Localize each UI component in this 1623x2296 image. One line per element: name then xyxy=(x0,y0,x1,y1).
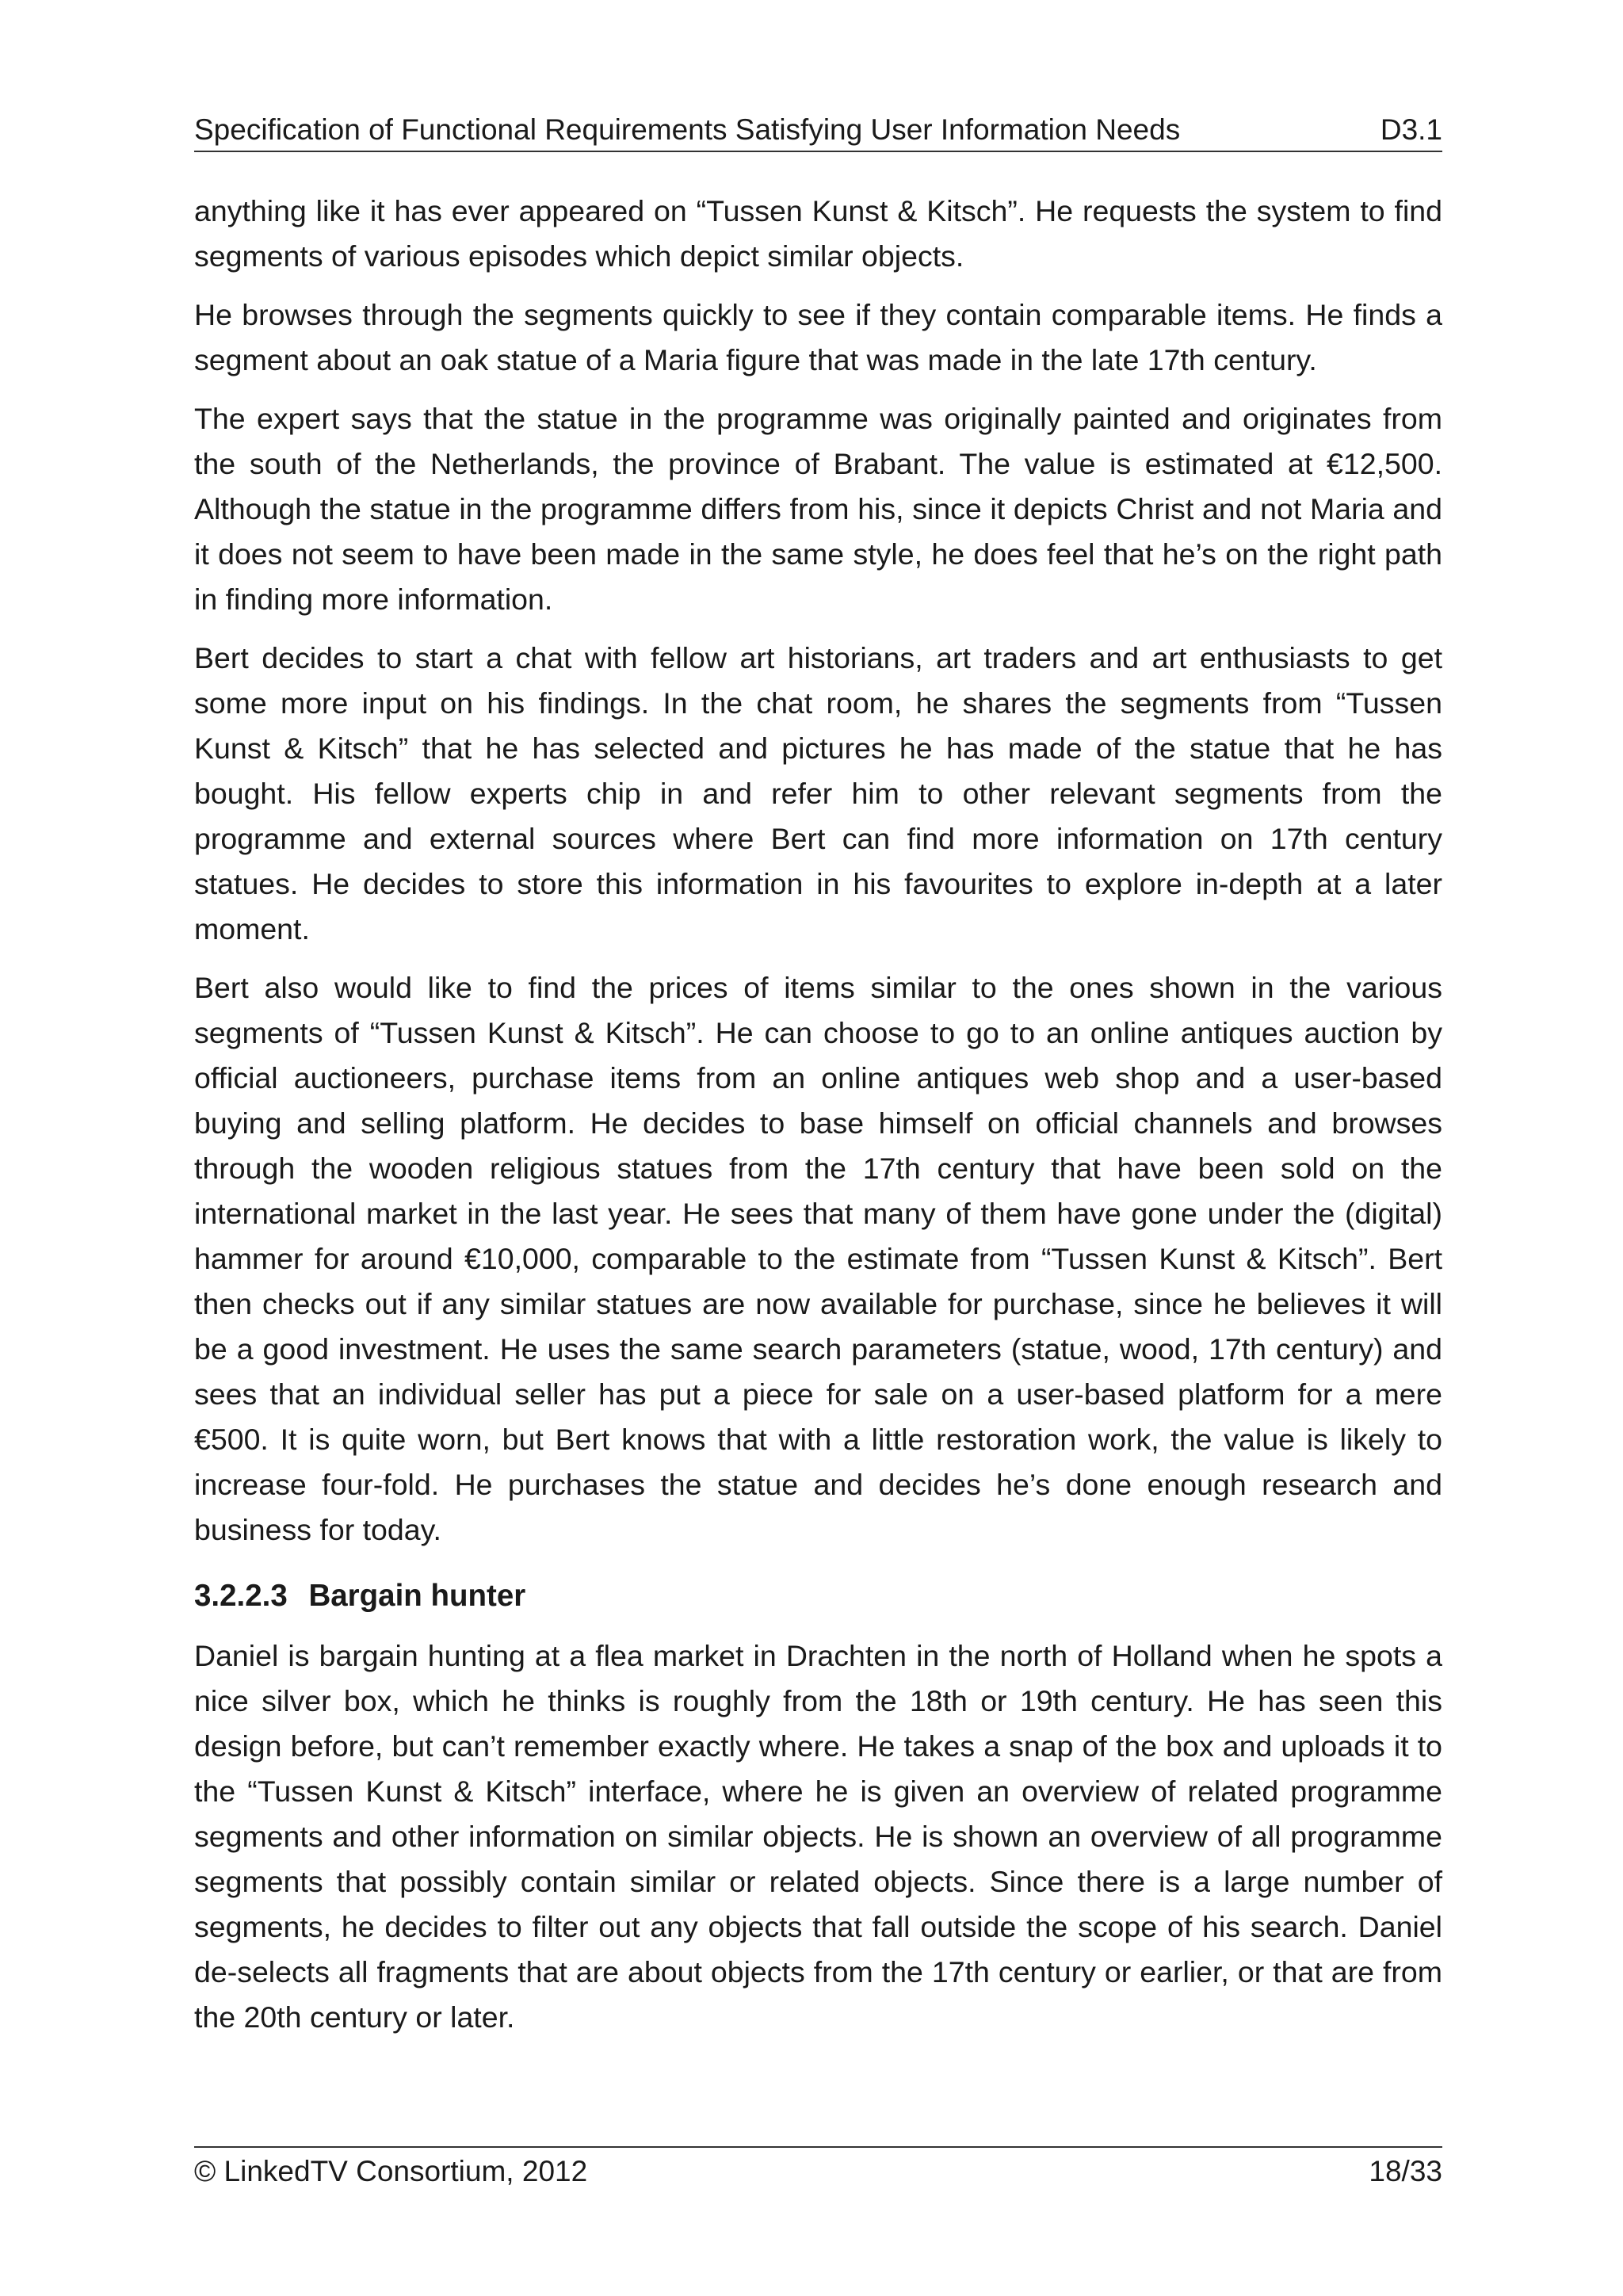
section-number: 3.2.2.3 xyxy=(194,1579,288,1613)
paragraph: The expert says that the statue in the programme was originally painted and originates from the south of the Netherlands, the province of Brabant. The value is estimated at €12,500. Although the statue in the programme differs from his, since it depicts Christ and not Maria and it does not seem to have been made in the same style, he does feel that he’s on the right path in finding more information. xyxy=(194,402,1442,616)
paragraph: Daniel is bargain hunting at a flea market in Drachten in the north of Holland when he spots a nice silver box, which he thinks is roughly from the 18th or 19th century. He has seen this design before, but can’t remember exactly where. He takes a snap of the box and uploads it to the “Tussen Kunst & Kitsch” interface, where he is given an overview of related programme segments and other information on similar objects. He is shown an overview of all programme segments that possibly contain similar or related objects. Since there is a large number of segments, he decides to filter out any objects that fall outside the scope of his search. Daniel de-selects all fragments that are about objects from the 17th century or earlier, or that are from the 20th century or later. xyxy=(194,1639,1442,2034)
paragraph: He browses through the segments quickly to see if they contain comparable items. He finds a segment about an oak statue of a Maria figure that was made in the late 17th century. xyxy=(194,298,1442,376)
page-number: 18/33 xyxy=(1369,2155,1442,2187)
paragraph: Bert decides to start a chat with fellow art historians, art traders and art enthusiasts to get some more input on his findings. In the chat room, he shares the segments from “Tussen Kunst & Kitsch” that he has selected and pictures he has made of the statue that he has bought. His fellow experts chip in and refer him to other relevant segments from the programme and external sources where Bert can find more information on 17th century statues. He decides to store this information in his favourites to explore in-depth at a later moment. xyxy=(194,641,1442,946)
document-body xyxy=(194,189,1442,2053)
copyright-text: © LinkedTV Consortium, 2012 xyxy=(194,2155,588,2187)
page-footer xyxy=(194,2146,1442,2189)
section-title: Bargain hunter xyxy=(308,1579,526,1613)
section-heading xyxy=(194,1576,1442,1616)
page-header xyxy=(194,113,1442,152)
paragraph: anything like it has ever appeared on “Tussen Kunst & Kitsch”. He requests the system to find segments of various episodes which depict similar objects. xyxy=(194,194,1442,273)
document-title: Specification of Functional Requirements Satisfying User Information Needs xyxy=(194,113,1181,146)
paragraph: Bert also would like to find the prices of items similar to the ones shown in the various segments of “Tussen Kunst & Kitsch”. He can choose to go to an online antiques auction by official auctioneers, purchase items from an online antiques web shop and a user-based buying and selling platform. He decides to base himself on official channels and browses through the wooden religious statues from the 17th century that have been sold on the international market in the last year. He sees that many of them have gone under the (digital) hammer for around €10,000, comparable to the estimate from “Tussen Kunst & Kitsch”. Bert then checks out if any similar statues are now available for purchase, since he believes it will be a good investment. He uses the same search parameters (statue, wood, 17th century) and sees that an individual seller has put a piece for sale on a user-based platform for a mere €500. It is quite worn, but Bert knows that with a little restoration work, the value is likely to increase four-fold. He purchases the statue and decides he’s done enough research and business for today. xyxy=(194,971,1442,1546)
document-id: D3.1 xyxy=(1380,113,1442,146)
